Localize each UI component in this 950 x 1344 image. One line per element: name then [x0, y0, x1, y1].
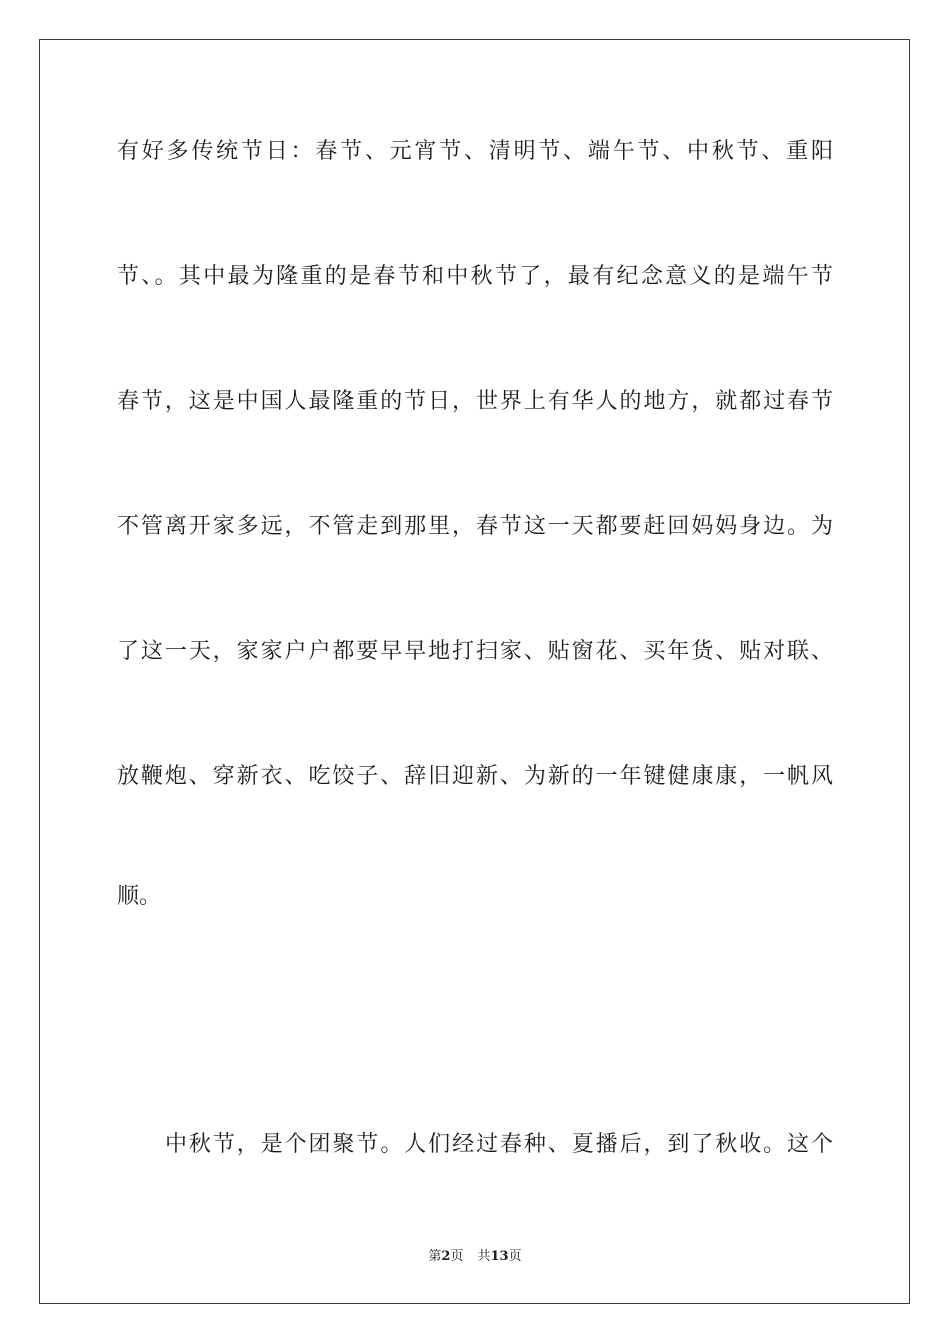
page-border	[39, 39, 910, 1304]
body-text-line: 节、。其中最为隆重的是春节和中秋节了，最有纪念意义的是端午节	[117, 264, 833, 289]
body-text-line: 了这一天，家家户户都要早早地打扫家、贴窗花、买年货、贴对联、	[117, 639, 833, 664]
page-label-prefix: 第	[428, 1249, 442, 1264]
page-label-suffix: 页	[450, 1249, 464, 1264]
body-text-line: 不管离开家多远，不管走到那里，春节这一天都要赶回妈妈身边。为	[117, 514, 833, 539]
body-text-line: 有好多传统节日：春节、元宵节、清明节、端午节、中秋节、重阳	[117, 139, 833, 164]
total-label-suffix: 页	[508, 1249, 522, 1264]
total-label-prefix: 共	[477, 1249, 491, 1264]
paragraph-first-line: 中秋节，是个团聚节。人们经过春种、夏播后，到了秋收。这个	[165, 1132, 833, 1157]
body-text-line: 放鞭炮、穿新衣、吃饺子、辞旧迎新、为新的一年键健康康，一帆风	[117, 764, 833, 789]
body-text-line: 顺。	[117, 884, 162, 909]
page-footer	[0, 1248, 950, 1266]
total-pages: 13	[490, 1249, 509, 1264]
page-number: 2	[441, 1249, 451, 1264]
body-text-line: 春节，这是中国人最隆重的节日，世界上有华人的地方，就都过春节	[117, 389, 833, 414]
